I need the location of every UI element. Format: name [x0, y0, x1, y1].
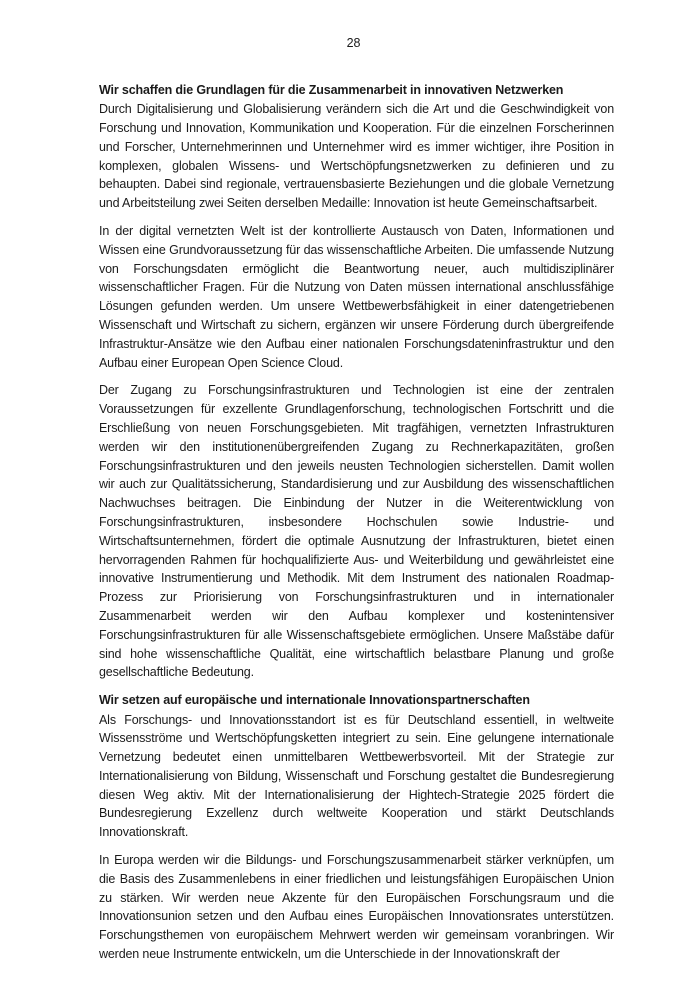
section-innovative-networks [99, 81, 614, 682]
section-international-partnerships [99, 691, 614, 964]
page-number: 28 [346, 36, 361, 50]
section-heading-innovative-networks: Wir schaffen die Grundlagen für die Zusammenarbeit in innovativen Netzwerken [99, 83, 564, 97]
paragraph-research-infrastructures: Der Zugang zu Forschungsinfrastrukturen und Technologien ist eine der zentralen Voraussetzungen für exzellente Grundlagenforschung, technologischen Fortschritt und die Erschließung von neuen Forschungsgebieten. Mit tragfähigen, vernetzten Infrastrukturen werden wir den institutionenübergreifenden Zugang zu Rechnerkapazitäten, großen Forschungsinfrastrukturen und den jeweils neusten Technologien sicherstellen. Damit wollen wir auch zur Qualitätssicherung, Standardisierung und zur Ausbildung des wissenschaftlichen Nachwuchses beitragen. Die Einbindung der Nutzer in die Weiterentwicklung von Forschungsinfrastrukturen, insbesondere Hochschulen sowie Industrie- und Wirtschaftsunternehmen, fördert die optimale Ausnutzung der Infrastrukturen, bietet einen hervorragenden Rahmen für hochqualifizierte Aus- und Weiterbildung und gewährleistet eine innovative Instrumentierung und Methodik. Mit dem Instrument des nationalen Roadmap-Prozess zur Priorisierung von Forschungsinfrastrukturen und in internationaler Zusammenarbeit werden wir den Aufbau komplexer und kostenintensiver Forschungsinfrastrukturen für alle Wissenschaftsgebiete ermöglichen. Unsere Maßstäbe dafür sind hohe wissenschaftliche Qualität, eine wirtschaftlich belastbare Planung und große gesellschaftliche Bedeutung. [99, 383, 614, 680]
paragraph-international-integration: Als Forschungs- und Innovationsstandort ist es für Deutschland essentiell, in weltweite Wissensströme und Wertschöpfungsketten integriert zu sein. Eine gelungene internationale Vernetzung bedeutet einen unmittelbaren Wettbewerbsvorteil. Mit der Strategie zur Internationalisierung von Bildung, Wissenschaft und Forschung gestaltet die Bundesregierung diesen Weg aktiv. Mit der Internationalisierung der Hightech-Strategie 2025 fördert die Bundesregierung Exzellenz durch weltweite Kooperation und stärkt Deutschlands Innovationskraft. [99, 712, 614, 840]
paragraph-european-cooperation: In Europa werden wir die Bildungs- und Forschungszusammenarbeit stärker verknüpfen, um die Basis des Zusammenlebens in einer friedlichen und leistungsfähigen Europäischen Union zu stärken. Wir werden neue Akzente für den Europäischen Forschungsraum und die Innovationsunion setzen und den Aufbau eines Europäischen Innovationsrates unterstützen. Forschungsthemen von europäischem Mehrwert werden wir gemeinsam voranbringen. Wir werden neue Instrumente entwickeln, um die Unterschiede in der Innovationskraft der [99, 853, 614, 962]
section-heading-international-partnerships: Wir setzen auf europäische und internationale Innovationspartnerschaften [99, 693, 530, 708]
paragraph-digitalisation-globalisation: Durch Digitalisierung und Globalisierung verändern sich die Art und die Geschwindigkeit von Forschung und Innovation, Kommunikation und Kooperation. Für die einzelnen Forscherinnen und Forscher, Unternehmerinnen und Unternehmer wird es immer wichtiger, ihre Position in komplexen, globalen Wissens- und Wertschöpfungsnetzwerken zu definieren und zu behaupten. Dabei sind regionale, vertrauensbasierte Beziehungen und die globale Vernetzung und Arbeitsteilung zwei Seiten derselben Medaille: Innovation ist heute Gemeinschaftsarbeit. [99, 102, 614, 211]
paragraph-data-exchange: In der digital vernetzten Welt ist der kontrollierte Austausch von Daten, Informationen und Wissen eine Grundvoraussetzung für das wissenschaftliche Arbeiten. Die umfassende Nutzung von Forschungsdaten ermöglicht die Beantwortung neuer, auch multidisziplinärer wissenschaftlicher Fragen. Für die Nutzung von Daten müssen international anschlussfähige Lösungen gefunden werden. Um unsere Wettbewerbsfähigkeit in einer datengetriebenen Wissenschaft und Wirtschaft zu sichern, ergänzen wir unsere Förderung durch übergreifende Infrastruktur-Ansätze wie den Aufbau einer nationalen Forschungsdateninfrastruktur und den Aufbau einer European Open Science Cloud. [99, 224, 614, 370]
